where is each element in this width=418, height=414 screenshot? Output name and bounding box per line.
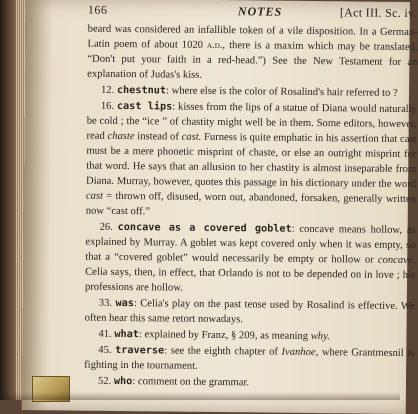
note-text: : explained by Franz, § 209, as meaning [138,329,311,342]
note-lemma: who [113,375,133,388]
running-title: NOTES [237,4,283,19]
note-text: where Grantmesnil is fighting in the tournament. [84,347,415,372]
note-text: chaste [107,130,135,143]
note-lemma: what [114,328,139,341]
note-text: Celia says, then, in effect, that Orlando is not to be depended on in love ; his professions are hollow. [84,266,416,294]
note-line-number: 45. [98,344,112,356]
page-number: 166 [87,2,108,17]
note-text: cast [85,190,104,202]
note-text: why. [310,331,330,343]
note-text: concave. [377,254,416,267]
note-lemma: traverse [115,344,165,357]
note-text: : comment on the grammar. [132,376,250,389]
note-line-number: 52. [97,375,112,387]
notes-list [84,83,417,392]
note-text: Furness is quite emphatic in his assertion that cast must be a mere phonetic misprint of chaste, or else an outright misprint for that word. He says that an allusion to her chastity is almost inseparable from Diana. Murray, however, quotes this passage in his dictionary under the word [86,131,417,191]
note-text: cast. [181,131,202,143]
lower-shadow [0,392,400,400]
intro-text-2: , there is a maxim which may be translated, “Don't put your faith in a red-head.”) See the New Testament for an explanation of Judas's kiss. [87,40,418,81]
note-text: Ivanhoe, [281,346,319,359]
notes-body [84,22,418,392]
note-entry [84,374,414,392]
note-entry [85,220,416,298]
note-lemma: concave as a covered goblet [117,221,292,235]
note-entry [84,343,414,376]
note-text: : kisses from the lips of a statue of Diana would naturally be cold ; the “ice ” of chastity might well be in them. Some editors, however, read [86,101,417,142]
note-lemma: was [115,297,134,310]
note-text: : concave means hollow, as explained by Murray. A goblet was kept covered only when it was empty, so that a “covered goblet” would necessarily be empty or hollow or [85,223,416,266]
note-line-number: 12. [100,84,115,96]
note-entry [86,99,417,222]
note-line-number: 26. [99,221,113,233]
note-text: = thrown off, disused, worn out, abandoned, forsaken, generally written now “cast off.” [85,190,416,218]
note-text: : see the eighth chapter of [164,345,282,358]
note-entry [85,296,415,329]
note-lemma: cast lips [116,100,173,113]
book-page [22,0,418,414]
note-text: : Celia's play on the past tense used by Rosalind is effective. We often hear this same retort nowadays. [84,298,415,326]
intro-paragraph [87,22,418,85]
intro-ad: a.d. [206,39,223,52]
note-lemma: chestnut [116,84,167,97]
note-line-number: 41. [98,328,112,340]
running-header [88,3,418,23]
intro-text-1: beard was considered an infallible token of a vile disposition. In a German-Latin poem of about 1020 [87,23,418,51]
note-line-number: 33. [98,297,113,309]
act-scene-reference: [Act III. Sc. iv. [339,5,417,21]
note-text: instead of [134,131,182,143]
note-text: : where else is the color of Rosalind's hair referred to ? [165,85,398,99]
page-text [84,3,418,393]
note-line-number: 16. [100,100,115,112]
